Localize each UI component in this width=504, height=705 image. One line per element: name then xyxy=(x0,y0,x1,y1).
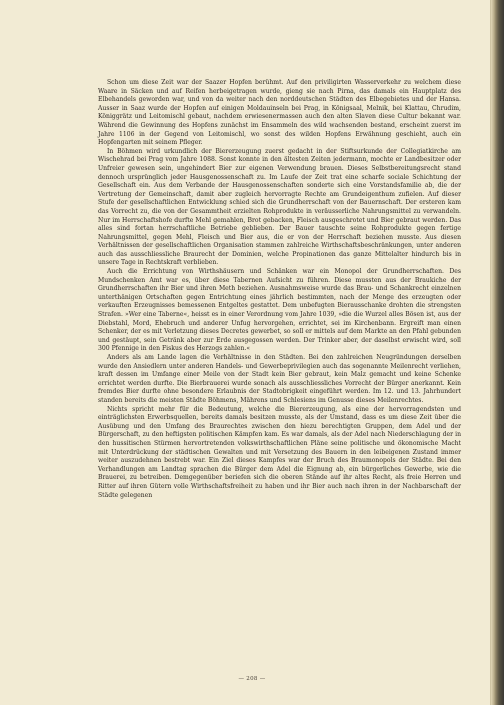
body-text xyxy=(98,79,461,500)
paragraph-hopfen: Schon um diese Zeit war der Saazer Hopfen berühmt. Auf den priviligirten Wasserverkehr zu welchem diese Waare in Säcken und auf Reifen herbeigetragen wurde, gieng sie nach Pirna, das damals ein Hauptplatz des Elbehandels geworden war, und von da weiter nach den norddeutschen Städten des Elbegebietes und der Hansa. Ausser in Saaz wurde der Hopfen auf einigen Moldauinseln bei Prag, in Königsaal, Melnik, bei Klattau, Chrudim, Königgrätz und Leitomischl gebaut, nachdem erwiesenermassen auch den alten Slaven diese Cultur bekannt war. Während die Gewinnung des Hopfens zunächst im Ensammeln des wild wachsenden bestand, erscheint zuerst im Jahre 1106 in der Gegend von Leitomischl, wo sonst des wilden Hopfens Erwähnung geschieht, auch ein Hopfengarten mit seinem Pfleger. xyxy=(98,79,461,147)
paragraph-kaempfe: Nichts spricht mehr für die Bedeutung, welche die Biererzeugung, als eine der hervorragendsten und einträglichsten Erwerbsquellen, bereits damals besitzen musste, als der Umstand, dass es um diese Zeit über die Ausübung und den Umfang des Braurechtes zwischen den hiezu berechtigten Gruppen, dem Adel und der Bürgerschaft, zu den heftigsten politischen Kämpfen kam. Es war damals, als der Adel nach Niederschlagung der in den hussitischen Stürmen hervortretenden volkswirthschaftlichen Pläne seine politische und ökonomische Macht mit Unterdrückung der städtischen Gewalten und mit Versetzung des Bauern in den leibeigenen Zustand immer weiter auszudehnen bestrebt war. Ein Ziel dieses Kampfes war der Bruch des Braumonopols der Städte. Bei den Verhandlungen am Landtag sprachen die Bürger dem Adel die Eignung ab, ein bürgerliches Gewerbe, wie die Brauerei, zu betreiben. Demgegenüber beriefen sich die oberen Stände auf ihr altes Recht, als freie Herren und Ritter auf ihren Gütern volle Wirthschaftsfreiheit zu haben und ihr Bier auch nach ihren in der Nachbarschaft der Städte gelegenen xyxy=(98,405,461,499)
paragraph-tabernen: Auch die Errichtung von Wirthshäusern und Schänken war ein Monopol der Grundherrschaften. Des Mundschenken Amt war es, über diese Tabernen Aufsicht zu führen. Diese mussten aus der Braukiche der Grundherrschaften ihr Bier und ihren Meth beziehen. Ausnahmsweise wurde das Brau- und Schankrecht einzelnen unterthänigen Ortschaften gegen Entrichtung eines jährlich bestimmten, nach der Menge des erzeugten oder verkauften Erzeugnisses bemessenen Entgeltes gestattet. Dem unbefugten Bierausschanke drohten die strengsten Strafen. »Wer eine Taberne«, heisst es in einer Verordnung vom Jahre 1039, »die die Wurzel alles Bösen ist, aus der Diebstahl, Mord, Ehebruch und anderer Unfug hervorgehen, errichtet, sei im Kirchenbann. Ergreift man einen Schenker, der es mit Verletzung dieses Decretes gewerbet, so soll er mittels auf dem Markte an den Pfahl gebunden und gestäupt, sein Getränk aber zur Erde ausgegossen werden. Der Trinker aber, der daselbst erwischt wird, soll 300 Pfennige in den Fiskus des Herzogs zahlen.« xyxy=(98,268,461,353)
book-spine-edge xyxy=(491,0,504,705)
paragraph-braurecht: In Böhmen wird urkundlich der Biererzeugung zuerst gedacht in der Stiftsurkunde der Collegiatkirche am Wischehrad bei Prag vom Jahre 1088. Sonst konnte in den ältesten Zeiten jedermann, mochte er Landbesitzer oder Unfreier gewesen sein, ungehindert Bier zur eigenen Verwendung brauen. Dieses Selbstbereitungsrecht stand dennoch ursprünglich jeder Hausgenossenschaft zu. Im Laufe der Zeit trat eine scharfe sociale Schichtung der Gesellschaft ein. Aus dem Verbande der Hausgenossenschaften sonderte sich eine Vorstandsfamilie ab, die der Vertretung der Gemeinschaft, damit aber zugleich hervorragte Rechte am Grundeigenthum zufielen. Auf dieser Stufe der gesellschaftlichen Entwicklung schied sich die Grundherrschaft von der Bauernschaft. Der ersteren kam das Vorrecht zu, die von der Gesammtheit erzielten Rohprodukte in veräusserliche Nahrungsmittel zu verwandeln. Nur im Herrschaftshofe durfte Mehl gemahlen, Brot gebacken, Fleisch ausgeschrotet und Bier gebraut werden. Das alles sind fortan herrschaftliche Betriebe geblieben. Der Bauer tauschte seine Rohprodukte gegen fertige Nahrungsmittel, gegen Mehl, Fleisch und Bier aus, die er von der Herrschaft beziehen musste. Aus diesen Verhältnissen der gesellschaftlichen Organisation stammen zahlreiche Wirthschaftsbeschränkungen, unter anderen auch das ausschliessliche Braurecht der Dominien, welche Propinationen das ganze Mittelalter hindurch bis in unsere Tage in Rechtskraft verblieben. xyxy=(98,147,461,267)
page-number: — 208 — xyxy=(238,676,266,682)
paragraph-staedte: Anders als am Lande lagen die Verhältnisse in den Städten. Bei den zahlreichen Neugründungen derselben wurde den Ansiedlern unter anderen Handels- und Gewerbeprivilegien auch das sogenannte Meilenrecht verliehen, kraft dessen im Umfange einer Meile von der Stadt kein Bier gebraut, kein Malz gemacht und keine Schenke errichtet werden durfte. Die Bierbrauerei wurde sonach als ausschliessliches Vorrecht der Bürger anerkannt. Kein fremdes Bier durfte ohne besondere Erlaubnis der Stadtobrigkeit eingeführt werden. Im 12. und 13. Jahrhundert standen bereits die meisten Städte Böhmens, Mährens und Schlesiens im Genusse dieses Meilenrechtes. xyxy=(98,354,461,404)
